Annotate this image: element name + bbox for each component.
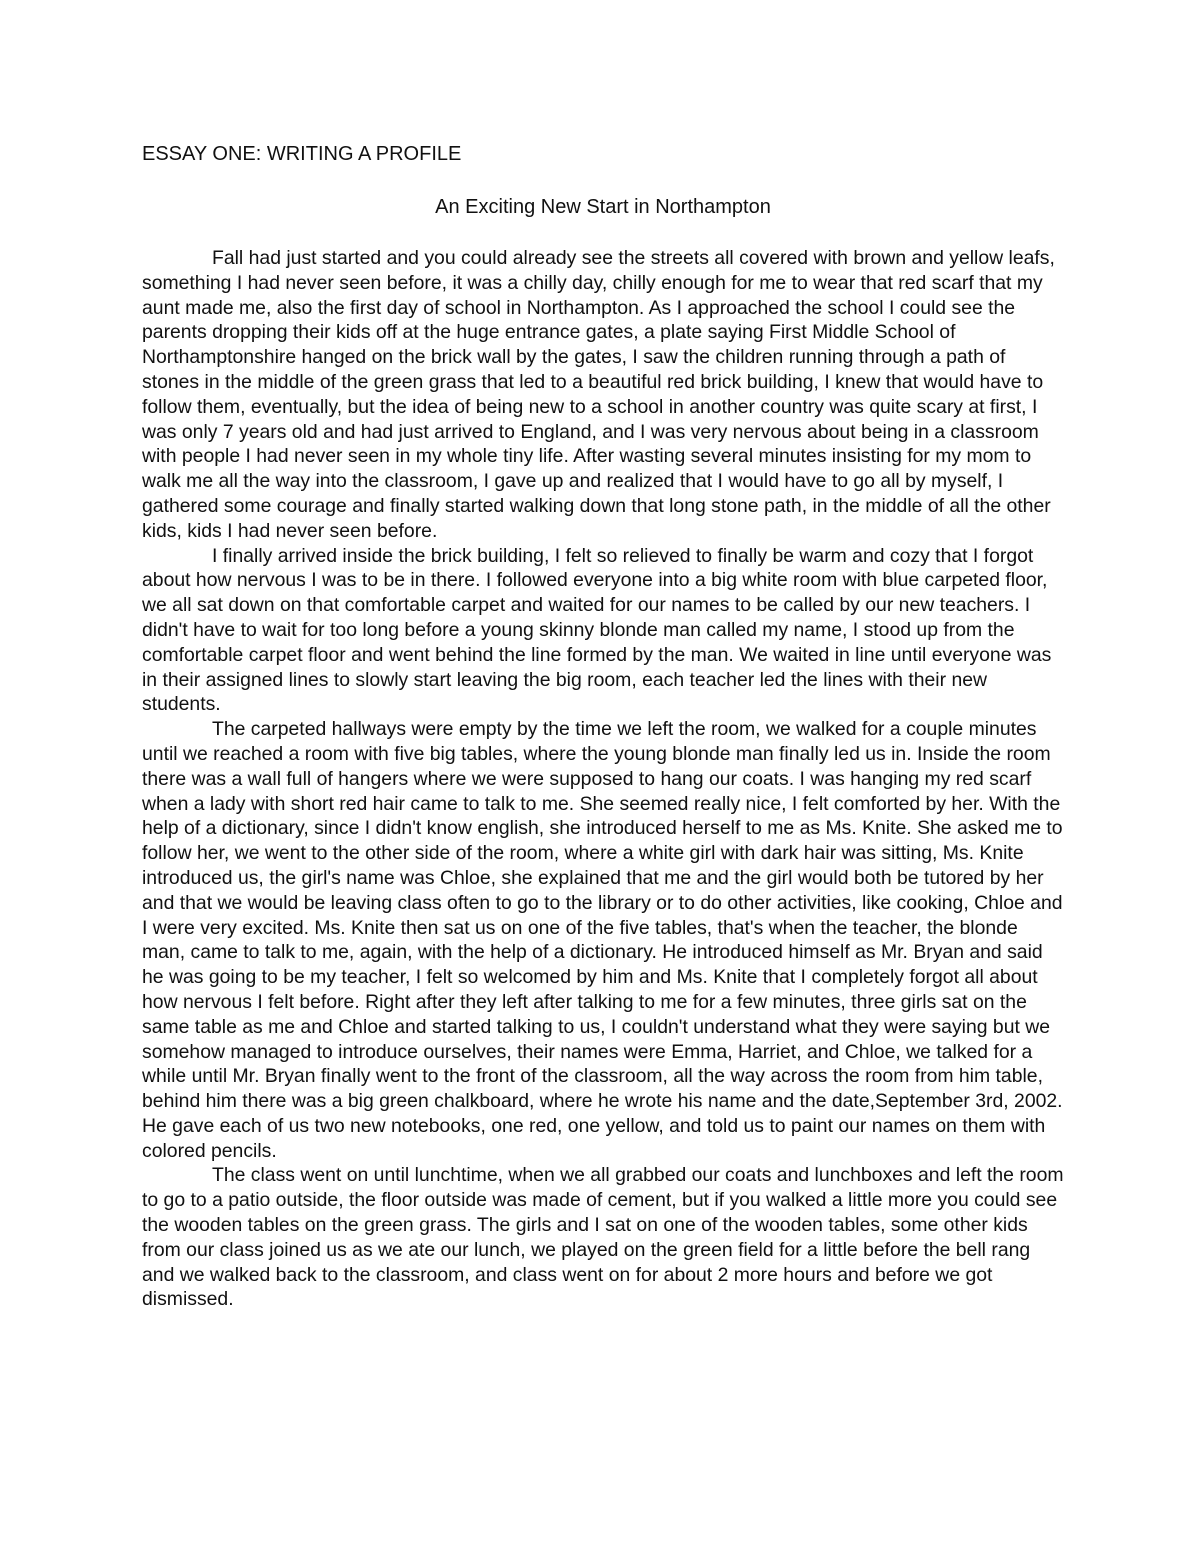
paragraph-2: I finally arrived inside the brick building, I felt so relieved to finally be warm and cozy that I forgot about how nervous I was to be in there. I followed everyone into a big white room with blue carpeted floor, we all sat down on that comfortable carpet and waited for our names to be called by our new teachers. I didn't have to wait for too long before a young skinny blonde man called my name, I stood up from the comfortable carpet floor and went behind the line formed by the man. We waited in line until everyone was in their assigned lines to slowly start leaving the big room, each teacher led the lines with their new students. [142, 544, 1052, 716]
document-body [142, 140, 1064, 1312]
paragraph-1: Fall had just started and you could already see the streets all covered with brown and yellow leafs, something I had never seen before, it was a chilly day, chilly enough for me to wear that red scarf that my aunt made me, also the first day of school in Northampton. As I approached the school I could see the parents dropping their kids off at the huge entrance gates, a plate saying First Middle School of Northamptonshire hanged on the brick wall by the gates, I saw the children running through a path of stones in the middle of the green grass that led to a beautiful red brick building, I knew that would have to follow them, eventually, but the idea of being new to a school in another country was quite scary at first, I was only 7 years old and had just arrived to England, and I was very nervous about being in a classroom with people I had never seen in my whole tiny life. After wasting several minutes insisting for my mom to walk me all the way into the classroom, I gave up and realized that I would have to go all by myself, I gathered some courage and finally started walking down that long stone path, in the middle of all the other kids, kids I had never seen before. [142, 247, 1055, 542]
paragraph-3: The carpeted hallways were empty by the time we left the room, we walked for a couple minutes until we reached a room with five big tables, where the young blonde man finally led us in. Inside the room there was a wall full of hangers where we were supposed to hang our coats. I was hanging my red scarf when a lady with short red hair came to talk to me. She seemed really nice, I felt comforted by her. With the help of a dictionary, since I didn't know english, she introduced herself to me as Ms. Knite. She asked me to follow her, we went to the other side of the room, where a white girl with dark hair was sitting, Ms. Knite introduced us, the girl's name was Chloe, she explained that me and the girl would both be tutored by her and that we would be leaving class often to go to the library or to do other activities, like cooking, Chloe and I were very excited. Ms. Knite then sat us on one of the five tables, that's when the teacher, the blonde man, came to talk to me, again, with the help of a dictionary. He introduced himself as Mr. Bryan and said he was going to be my teacher, I felt so welcomed by him and Ms. Knite that I completely forgot all about how nervous I felt before. Right after they left after talking to me for a few minutes, three girls sat on the same table as me and Chloe and started talking to us, I couldn't understand what they were saying but we somehow managed to introduce ourselves, their names were Emma, Harriet, and Chloe, we talked for a while until Mr. Bryan finally went to the front of the classroom, all the way across the room from him table, behind him there was a big green chalkboard, where he wrote his name and the date,September 3rd, 2002. He gave each of us two new notebooks, one red, one yellow, and told us to paint our names on them with colored pencils. [142, 718, 1063, 1162]
paragraph-4: The class went on until lunchtime, when we all grabbed our coats and lunchboxes and left the room to go to a patio outside, the floor outside was made of cement, but if you walked a little more you could see the wooden tables on the green grass. The girls and I sat on one of the wooden tables, some other kids from our class joined us as we ate our lunch, we played on the green field for a little before the bell rang and we walked back to the classroom, and class went on for about 2 more hours and before we got dismissed. [142, 1164, 1064, 1311]
essay-heading: ESSAY ONE: WRITING A PROFILE [142, 143, 462, 165]
essay-title: An Exciting New Start in Northampton [435, 196, 771, 218]
